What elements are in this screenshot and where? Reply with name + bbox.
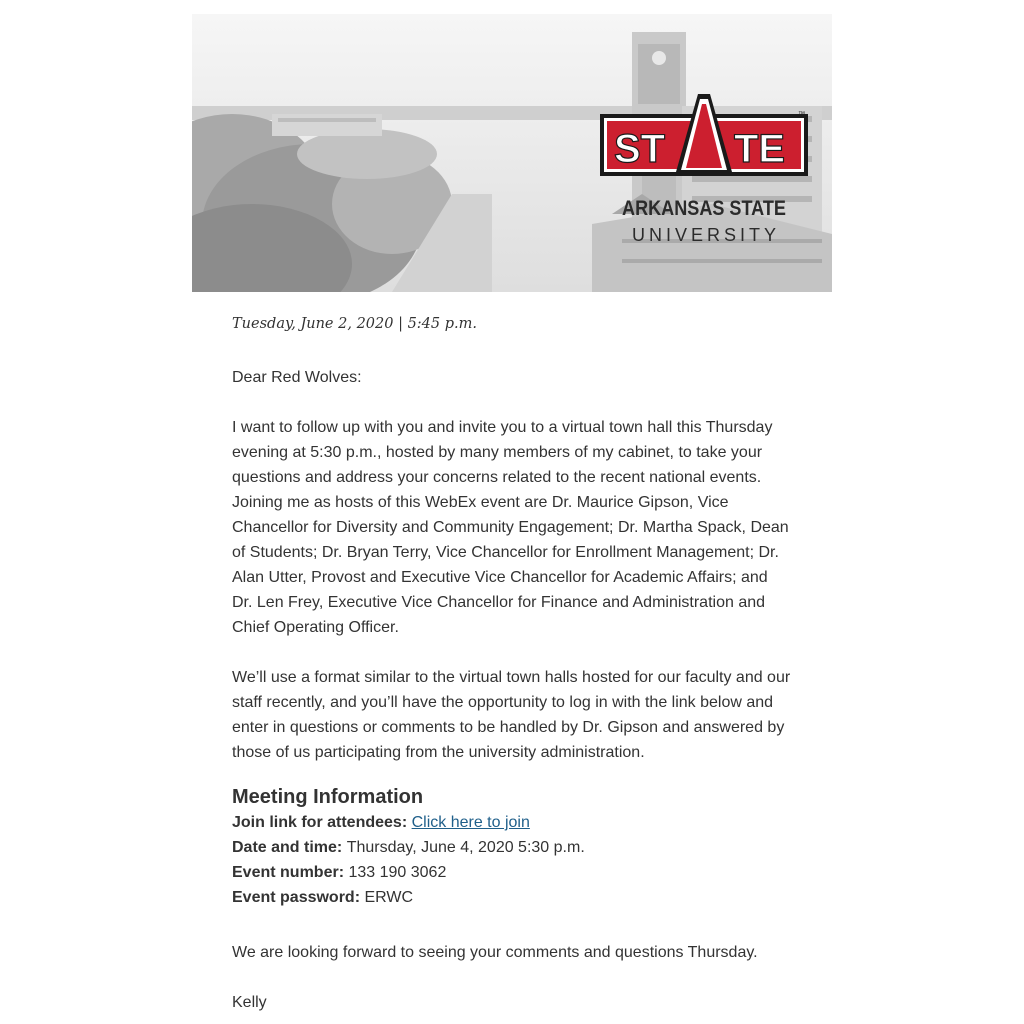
- svg-text:ST: ST: [614, 127, 666, 171]
- trademark-mark: ™: [798, 111, 805, 118]
- paragraph-format: We’ll use a format similar to the virtual town halls hosted for our faculty and our staff recently, and you’ll have the opportunity to log in with the link below and enter in questions or comments to be handled by Dr. Gipson and answered by those of us participating from the university administration.: [232, 669, 791, 761]
- event-number-row: [232, 860, 792, 885]
- event-number-value: 133 190 3062: [348, 864, 447, 881]
- event-password-row: [232, 885, 792, 910]
- date-time-label: Date and time:: [232, 839, 347, 856]
- join-link[interactable]: Click here to join: [411, 814, 530, 831]
- event-password-value: ERWC: [364, 889, 414, 906]
- logo-university-sub: UNIVERSITY: [631, 225, 781, 245]
- closing-line: We are looking forward to seeing your comments and questions Thursday.: [232, 944, 758, 961]
- svg-text:TE: TE: [734, 127, 786, 171]
- date-time-row: [232, 835, 792, 860]
- paragraph-invitation: I want to follow up with you and invite you to a virtual town hall this Thursday evening at 5:30 p.m., hosted by many members of my cabinet, to take your questions and address your concerns related to the recent national events. Joining me as hosts of this WebEx event are Dr. Maurice Gipson, Vice Chancellor for Diversity and Community Engagement; Dr. Martha Spack, Dean of Students; Dr. Bryan Terry, Vice Chancellor for Enrollment Management; Dr. Alan Utter, Provost and Executive Vice Chancellor for Academic Affairs; and Dr. Len Frey, Executive Vice Chancellor for Finance and Administration and Chief Operating Officer.: [232, 419, 789, 636]
- greeting: Dear Red Wolves:: [232, 369, 362, 386]
- meeting-info-heading: Meeting Information: [232, 786, 424, 808]
- arkansas-state-logo: [598, 92, 810, 252]
- dateline: Tuesday, June 2, 2020 | 5:45 p.m.: [232, 316, 477, 332]
- event-password-label: Event password:: [232, 889, 365, 906]
- state-wordmark-logo: [598, 92, 810, 178]
- message-content: [232, 312, 792, 1015]
- header-banner: [192, 14, 832, 292]
- join-link-label: Join link for attendees:: [232, 814, 412, 831]
- logo-university-name: ARKANSAS STATE: [622, 197, 786, 220]
- join-link-row: [232, 810, 792, 835]
- signature: Kelly: [232, 994, 267, 1011]
- date-time-value: Thursday, June 4, 2020 5:30 p.m.: [346, 839, 585, 856]
- event-number-label: Event number:: [232, 864, 349, 881]
